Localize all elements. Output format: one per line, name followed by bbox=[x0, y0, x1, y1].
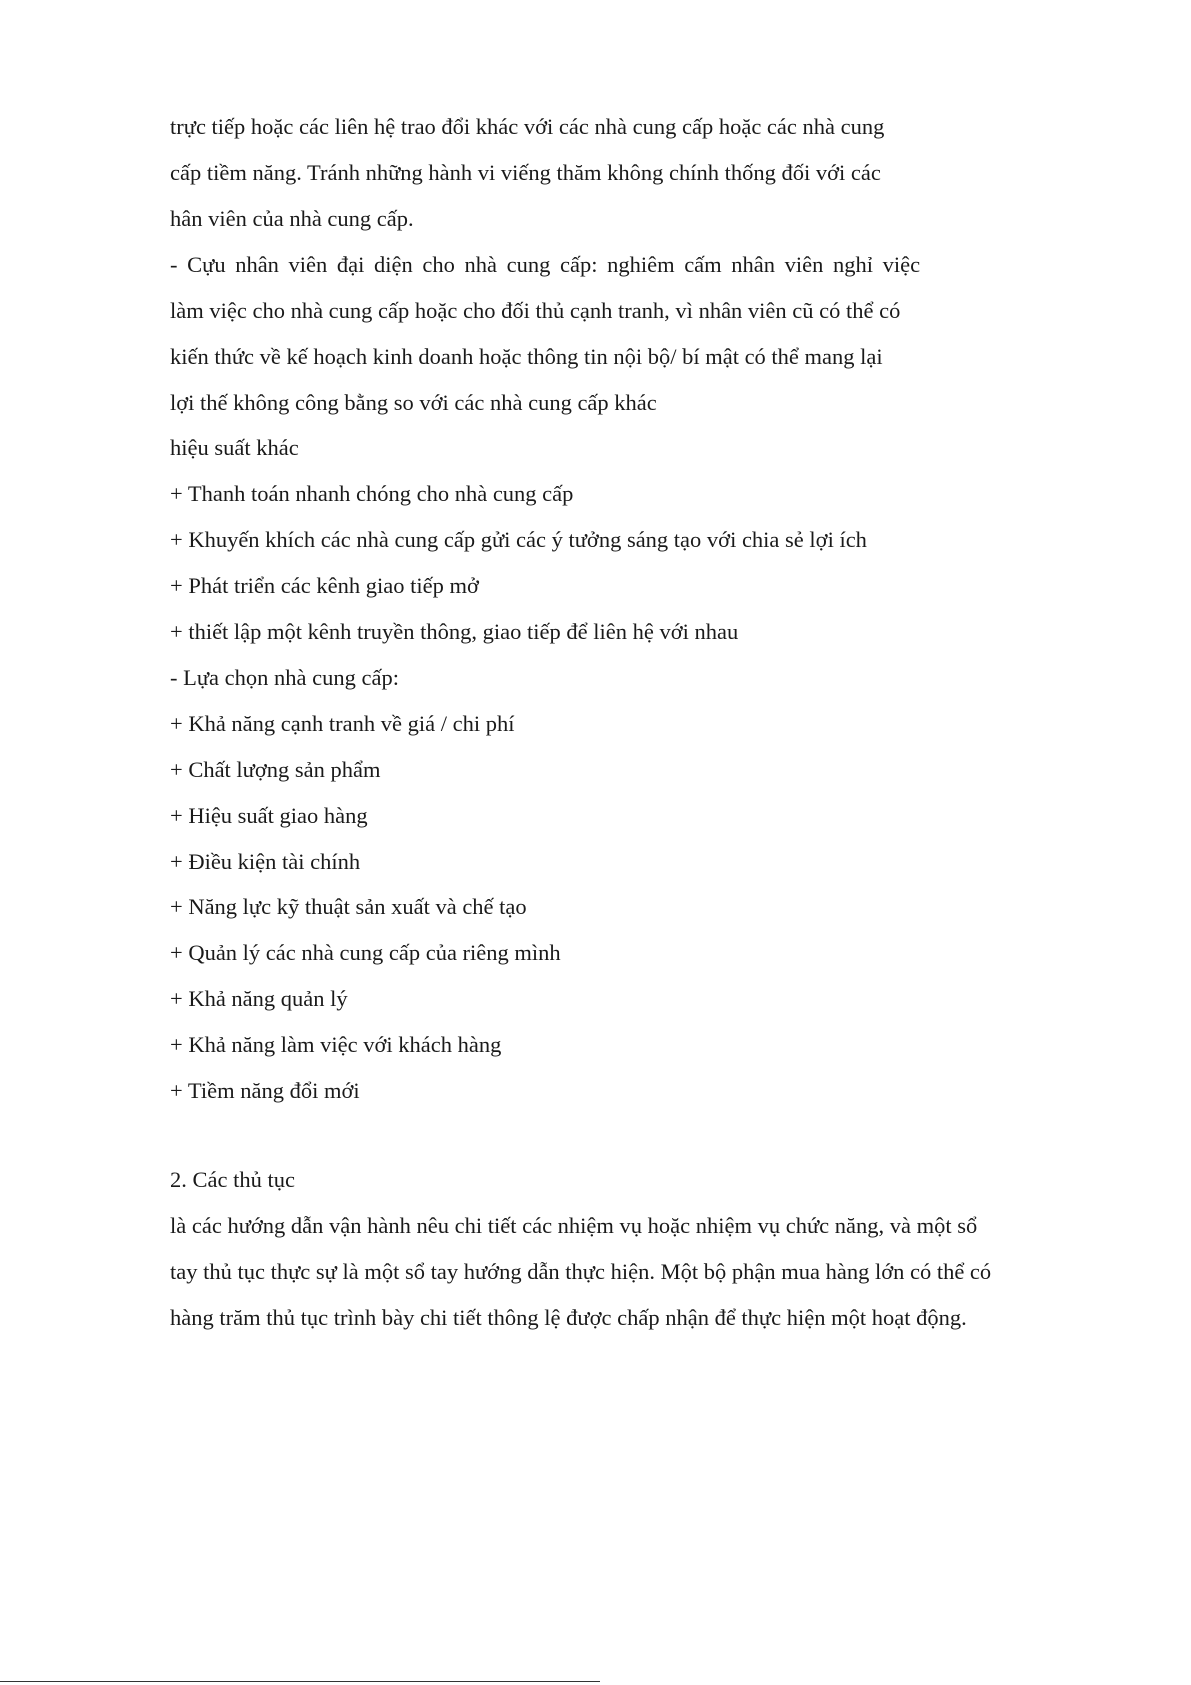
paragraph-line: hiệu suất khác bbox=[170, 435, 299, 460]
list-item: + Phát triển các kênh giao tiếp mở bbox=[170, 573, 479, 598]
list-item: + Năng lực kỹ thuật sản xuất và chế tạo bbox=[170, 894, 527, 919]
list-item: + Khuyến khích các nhà cung cấp gửi các ý tưởng sáng tạo với chia sẻ lợi ích bbox=[170, 527, 867, 552]
footnote-divider bbox=[0, 1681, 600, 1682]
list-item: + Thanh toán nhanh chóng cho nhà cung cấp bbox=[170, 481, 574, 506]
list-item: + Tiềm năng đổi mới bbox=[170, 1078, 360, 1103]
section-paragraph-line: là các hướng dẫn vận hành nêu chi tiết các nhiệm vụ hoặc nhiệm vụ chức năng, và một sổ bbox=[170, 1213, 978, 1238]
paragraph-line: kiến thức về kế hoạch kinh doanh hoặc thông tin nội bộ/ bí mật có thể mang lại bbox=[170, 344, 883, 369]
paragraph-line: hân viên của nhà cung cấp. bbox=[170, 206, 414, 231]
list-item: + Khả năng quản lý bbox=[170, 986, 348, 1011]
section-paragraph-line: hàng trăm thủ tục trình bày chi tiết thông lệ được chấp nhận để thực hiện một hoạt động. bbox=[170, 1305, 967, 1330]
paragraph-line: trực tiếp hoặc các liên hệ trao đổi khác với các nhà cung cấp hoặc các nhà cung bbox=[170, 114, 885, 139]
paragraph-line: lợi thế không công bằng so với các nhà cung cấp khác bbox=[170, 390, 657, 415]
list-item: + Quản lý các nhà cung cấp của riêng mình bbox=[170, 940, 561, 965]
section-paragraph-line: tay thủ tục thực sự là một sổ tay hướng dẫn thực hiện. Một bộ phận mua hàng lớn có thể có bbox=[170, 1259, 992, 1284]
list-heading: - Lựa chọn nhà cung cấp: bbox=[170, 665, 399, 690]
list-item: + Chất lượng sản phẩm bbox=[170, 757, 381, 782]
list-item: + Hiệu suất giao hàng bbox=[170, 803, 368, 828]
paragraph-line: - Cựu nhân viên đại diện cho nhà cung cấp: nghiêm cấm nhân viên nghỉ việc bbox=[170, 252, 921, 277]
list-item: + Khả năng cạnh tranh về giá / chi phí bbox=[170, 711, 515, 736]
section-heading: 2. Các thủ tục bbox=[170, 1167, 295, 1192]
paragraph-line: cấp tiềm năng. Tránh những hành vi viếng thăm không chính thống đối với các bbox=[170, 160, 881, 185]
list-item: + thiết lập một kênh truyền thông, giao tiếp để liên hệ với nhau bbox=[170, 619, 739, 644]
list-item: + Điều kiện tài chính bbox=[170, 849, 361, 874]
list-item: + Khả năng làm việc với khách hàng bbox=[170, 1032, 502, 1057]
paragraph-line: làm việc cho nhà cung cấp hoặc cho đối thủ cạnh tranh, vì nhân viên cũ có thể có bbox=[170, 298, 901, 323]
